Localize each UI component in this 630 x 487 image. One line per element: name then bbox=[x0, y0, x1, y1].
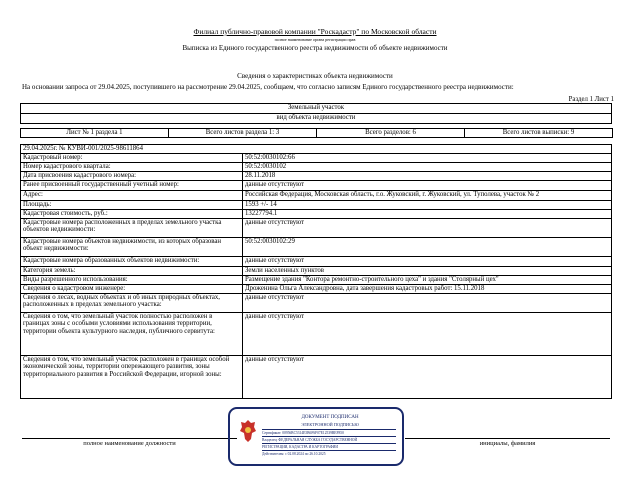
part-sheet: Раздел 1 Лист 1 bbox=[568, 96, 614, 103]
row-value: данные отсутствуют bbox=[243, 293, 612, 312]
object-type-table bbox=[20, 103, 612, 124]
stamp-title: ДОКУМЕНТ ПОДПИСАН bbox=[301, 415, 359, 420]
table-row bbox=[21, 293, 612, 312]
extract-sheets-total: Всего листов выписки: 9 bbox=[465, 129, 613, 138]
stamp-certificate: Сертификат: 00956BC5314E5B6F6F07E12539BEF850 bbox=[262, 431, 344, 435]
row-value: Российская Федерация, Московская область, г.о. Жуковский, г. Жуковский, ул. Туполева, участок № 2 bbox=[243, 190, 612, 200]
row-value: данные отсутствуют bbox=[243, 355, 612, 398]
extract-title: Выписка из Единого государственного реестра недвижимости об объекте недвижимости bbox=[182, 44, 448, 52]
row-label: Кадастровая стоимость, руб.: bbox=[21, 209, 243, 218]
row-label: Кадастровые номера расположенных в пределах земельного участка объектов недвижимости: bbox=[21, 218, 243, 237]
sections-total: Всего разделов: 6 bbox=[317, 129, 465, 138]
row-label: Сведения о кадастровом инженере: bbox=[21, 284, 243, 293]
row-label: Площадь: bbox=[21, 200, 243, 209]
row-label: Сведения о лесах, водных объектах и об иных природных объектах, расположенных в пределах земельного участка: bbox=[21, 293, 243, 312]
table-row bbox=[21, 162, 612, 171]
row-label: Виды разрешенного использования: bbox=[21, 275, 243, 284]
position-label: полное наименование должности bbox=[83, 440, 176, 447]
stamp-divider bbox=[262, 436, 396, 437]
row-value: 50:52:0030102:66 bbox=[243, 153, 612, 162]
object-type-caption: вид объекта недвижимости bbox=[21, 114, 612, 124]
table-row bbox=[21, 200, 612, 209]
row-value: 13227794.1 bbox=[243, 209, 612, 218]
characteristics-table bbox=[20, 144, 612, 399]
row-value: 50:52:0030102 bbox=[243, 162, 612, 171]
row-label: Сведения о том, что земельный участок полностью расположен в границах зоны с особыми условиями использования территории, территории объекта культурного наследия, публичного сервитута: bbox=[21, 312, 243, 355]
table-row bbox=[21, 153, 612, 162]
row-value: данные отсутствуют bbox=[243, 312, 612, 355]
table-row bbox=[21, 180, 612, 190]
row-value: данные отсутствуют bbox=[243, 180, 612, 190]
section-title: Сведения о характеристиках объекта недвижимости bbox=[237, 72, 393, 80]
table-row bbox=[21, 355, 612, 398]
sheet-number: Лист № 1 раздела 1 bbox=[21, 129, 169, 138]
stamp-owner-line2: РЕГИСТРАЦИИ, КАДАСТРА И КАРТОГРАФИИ bbox=[262, 445, 338, 449]
stamp-divider bbox=[262, 450, 396, 451]
table-row bbox=[21, 256, 612, 266]
record-id: 29.04.2025г. № КУВИ-001/2025-98611864 bbox=[21, 145, 612, 154]
stamp-divider bbox=[262, 429, 396, 430]
row-label: Категория земель: bbox=[21, 266, 243, 275]
table-row bbox=[21, 190, 612, 200]
electronic-signature-stamp bbox=[228, 407, 404, 466]
row-value: Дроженина Ольга Александровна, дата завершения кадастровых работ: 15.11.2018 bbox=[243, 284, 612, 293]
table-row bbox=[21, 171, 612, 180]
sheets-total: Всего листов раздела 1: 3 bbox=[169, 129, 317, 138]
table-row bbox=[21, 218, 612, 237]
position-line bbox=[22, 438, 237, 439]
row-value: Размещение здания "Контора ремонтно-строительного цеха" и здания "Столярный цех" bbox=[243, 275, 612, 284]
request-basis: На основании запроса от 29.04.2025, поступившего на рассмотрение 29.04.2025, сообщаем, что согласно записям Единого государственного реестра недвижимости: bbox=[22, 83, 514, 91]
name-label: инициалы, фамилия bbox=[479, 440, 536, 447]
object-type: Земельный участок bbox=[21, 104, 612, 114]
row-label: Дата присвоения кадастрового номера: bbox=[21, 171, 243, 180]
row-value: данные отсутствуют bbox=[243, 256, 612, 266]
row-label: Адрес: bbox=[21, 190, 243, 200]
table-row bbox=[21, 312, 612, 355]
table-row bbox=[21, 209, 612, 218]
name-line bbox=[405, 438, 610, 439]
row-label: Сведения о том, что земельный участок расположен в границах особой экономической зоны, территории опережающего развития, зоны территориального развития в Российской Федерации, игорной зоны: bbox=[21, 355, 243, 398]
row-label: Номер кадастрового квартала: bbox=[21, 162, 243, 171]
coat-of-arms-icon bbox=[238, 418, 258, 444]
table-row bbox=[21, 275, 612, 284]
table-row bbox=[21, 284, 612, 293]
stamp-divider bbox=[262, 443, 396, 444]
table-row bbox=[21, 237, 612, 256]
table-row bbox=[21, 266, 612, 275]
sheet-counts-table bbox=[20, 128, 613, 138]
row-label: Кадастровые номера образованных объектов недвижимости: bbox=[21, 256, 243, 266]
row-label: Кадастровый номер: bbox=[21, 153, 243, 162]
row-value: данные отсутствуют bbox=[243, 218, 612, 237]
stamp-owner: Владелец: ФЕДЕРАЛЬНАЯ СЛУЖБА ГОСУДАРСТВЕННОЙ bbox=[262, 438, 358, 442]
row-value: 28.11.2018 bbox=[243, 171, 612, 180]
stamp-validity: Действителен: с 02.08.2024 по 26.10.2025 bbox=[262, 452, 326, 456]
row-value: Земли населенных пунктов bbox=[243, 266, 612, 275]
row-label: Кадастровые номера объектов недвижимости, из которых образован объект недвижимости: bbox=[21, 237, 243, 256]
row-value: 1593 +/- 14 bbox=[243, 200, 612, 209]
row-value: 50:52:0030102:29 bbox=[243, 237, 612, 256]
organization-caption: полное наименование органа регистрации прав bbox=[274, 37, 356, 42]
stamp-subtitle: ЭЛЕКТРОННОЙ ПОДПИСЬЮ bbox=[301, 422, 359, 427]
row-label: Ранее присвоенный государственный учетный номер: bbox=[21, 180, 243, 190]
organization-name: Филиал публично-правовой компании "Роскадастр" по Московской области bbox=[193, 27, 437, 36]
